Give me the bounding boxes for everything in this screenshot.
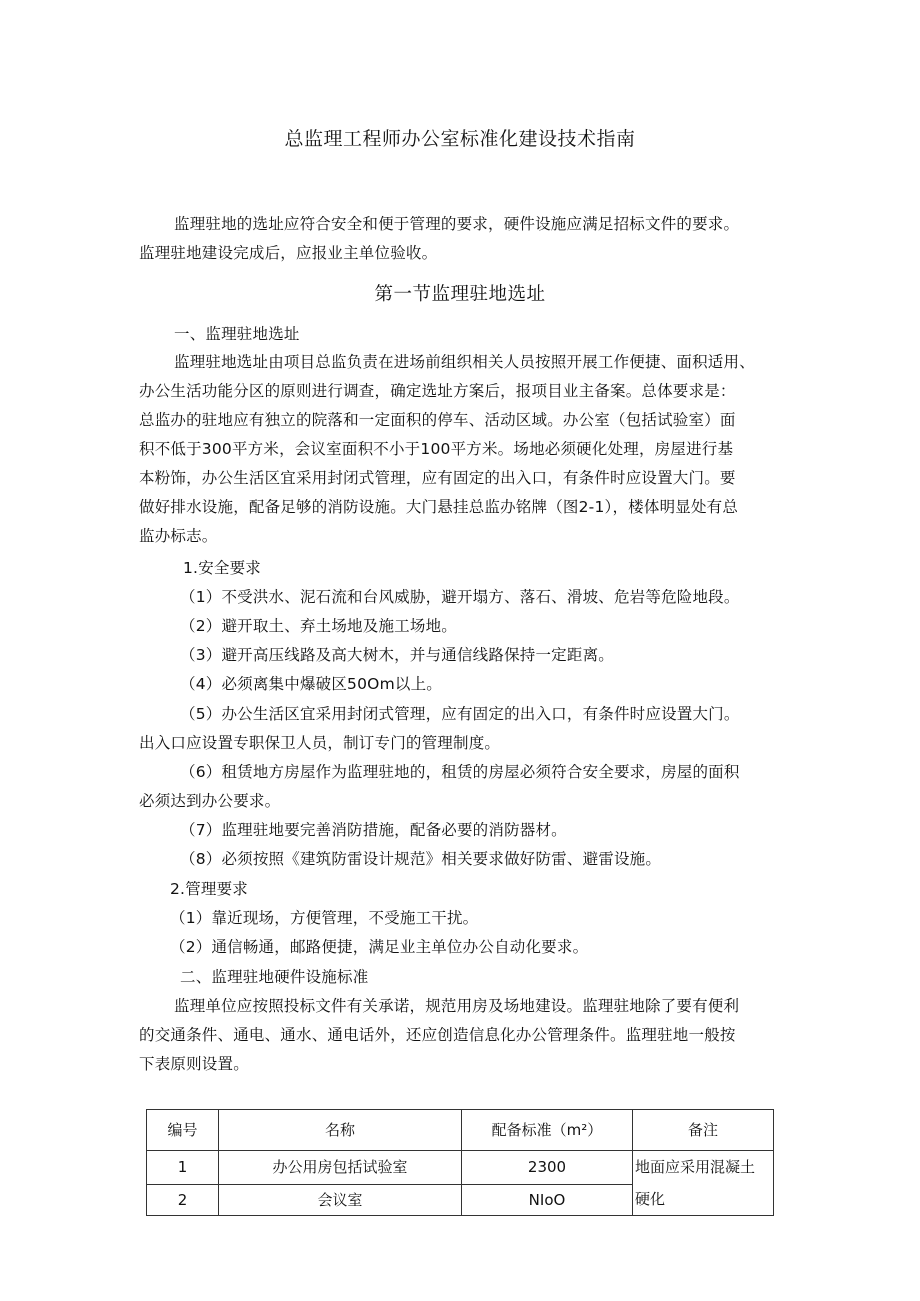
safety-item: （3）避开高压线路及高大树木，并与通信线路保持一定距离。: [180, 646, 614, 664]
cell-standard: NIoO: [462, 1184, 633, 1215]
facility-standard-table: [146, 1109, 774, 1216]
safety-item-continued: 必须达到办公要求。: [139, 792, 281, 810]
remark-line: 地面应采用混凝土: [635, 1158, 756, 1176]
column-header-name: 名称: [219, 1110, 462, 1151]
table-header-row: [147, 1110, 774, 1151]
safety-item-continued: 出入口应设置专职保卫人员，制订专门的管理制度。: [139, 734, 501, 752]
safety-item: （7）监理驻地要完善消防措施，配备必要的消防器材。: [180, 821, 567, 839]
heading-safety: 1.安全要求: [183, 559, 261, 577]
cell-remark: [633, 1151, 774, 1216]
cell-standard: 2300: [462, 1151, 633, 1185]
paragraph-line: 的交通条件、通电、通水、通电话外，还应创造信息化办公管理条件。监理驻地一般按: [139, 1026, 736, 1044]
paragraph-line: 监办标志。: [139, 527, 218, 545]
paragraph-line: 监理驻地选址由项目总监负责在进场前组织相关人员按照开展工作便捷、面积适用、: [174, 353, 755, 371]
column-header-remark: 备注: [633, 1110, 774, 1151]
safety-item: （8）必须按照《建筑防雷设计规范》相关要求做好防雷、避雷设施。: [180, 850, 662, 868]
paragraph-line: 下表原则设置。: [139, 1055, 249, 1073]
remark-line: 硬化: [635, 1190, 666, 1208]
heading-site-selection: 一、监理驻地选址: [174, 325, 300, 343]
safety-item: （2）避开取土、弃土场地及施工场地。: [180, 617, 457, 635]
safety-item: （6）租赁地方房屋作为监理驻地的，租赁的房屋必须符合安全要求，房屋的面积: [180, 763, 740, 781]
safety-item: （4）必须离集中爆破区50Om以上。: [180, 675, 442, 693]
paragraph-line: 总监办的驻地应有独立的院落和一定面积的停车、活动区域。办公室（包括试验室）面: [139, 411, 736, 429]
paragraph-line: 办公生活功能分区的原则进行调查，确定选址方案后，报项目业主备案。总体要求是：: [139, 382, 736, 400]
management-item: （2）通信畅通，邮路便捷，满足业主单位办公自动化要求。: [170, 938, 589, 956]
intro-line: 监理驻地建设完成后，应报业主单位验收。: [139, 244, 438, 262]
document-title: 总监理工程师办公室标准化建设技术指南: [284, 128, 636, 150]
safety-item: （1）不受洪水、泥石流和台风威胁，避开塌方、落石、滑坡、危岩等危险地段。: [180, 588, 740, 606]
column-header-standard: 配备标准（m²）: [462, 1110, 633, 1151]
cell-number: 1: [147, 1151, 219, 1185]
management-item: （1）靠近现场，方便管理，不受施工干扰。: [170, 909, 479, 927]
paragraph-line: 本粉饰，办公生活区宜采用封闭式管理，应有固定的出入口，有条件时应设置大门。要: [139, 469, 736, 487]
cell-name: 办公用房包括试验室: [219, 1151, 462, 1185]
column-header-number: 编号: [147, 1110, 219, 1151]
paragraph-line: 积不低于300平方米，会议室面积不小于100平方米。场地必须硬化处理，房屋进行基: [139, 440, 734, 458]
section-title: 第一节监理驻地选址: [374, 284, 546, 305]
safety-item: （5）办公生活区宜采用封闭式管理，应有固定的出入口，有条件时应设置大门。: [180, 705, 740, 723]
table-row: [147, 1151, 774, 1185]
cell-name: 会议室: [219, 1184, 462, 1215]
paragraph-line: 监理单位应按照投标文件有关承诺，规范用房及场地建设。监理驻地除了要有便利: [174, 997, 740, 1015]
intro-line: 监理驻地的选址应符合安全和便于管理的要求，硬件设施应满足招标文件的要求。: [174, 215, 740, 233]
heading-hardware: 二、监理驻地硬件设施标准: [180, 968, 369, 986]
paragraph-line: 做好排水设施，配备足够的消防设施。大门悬挂总监办铭牌（图2-1），楼体明显处有总: [139, 498, 739, 516]
cell-number: 2: [147, 1184, 219, 1215]
heading-management: 2.管理要求: [170, 880, 248, 898]
